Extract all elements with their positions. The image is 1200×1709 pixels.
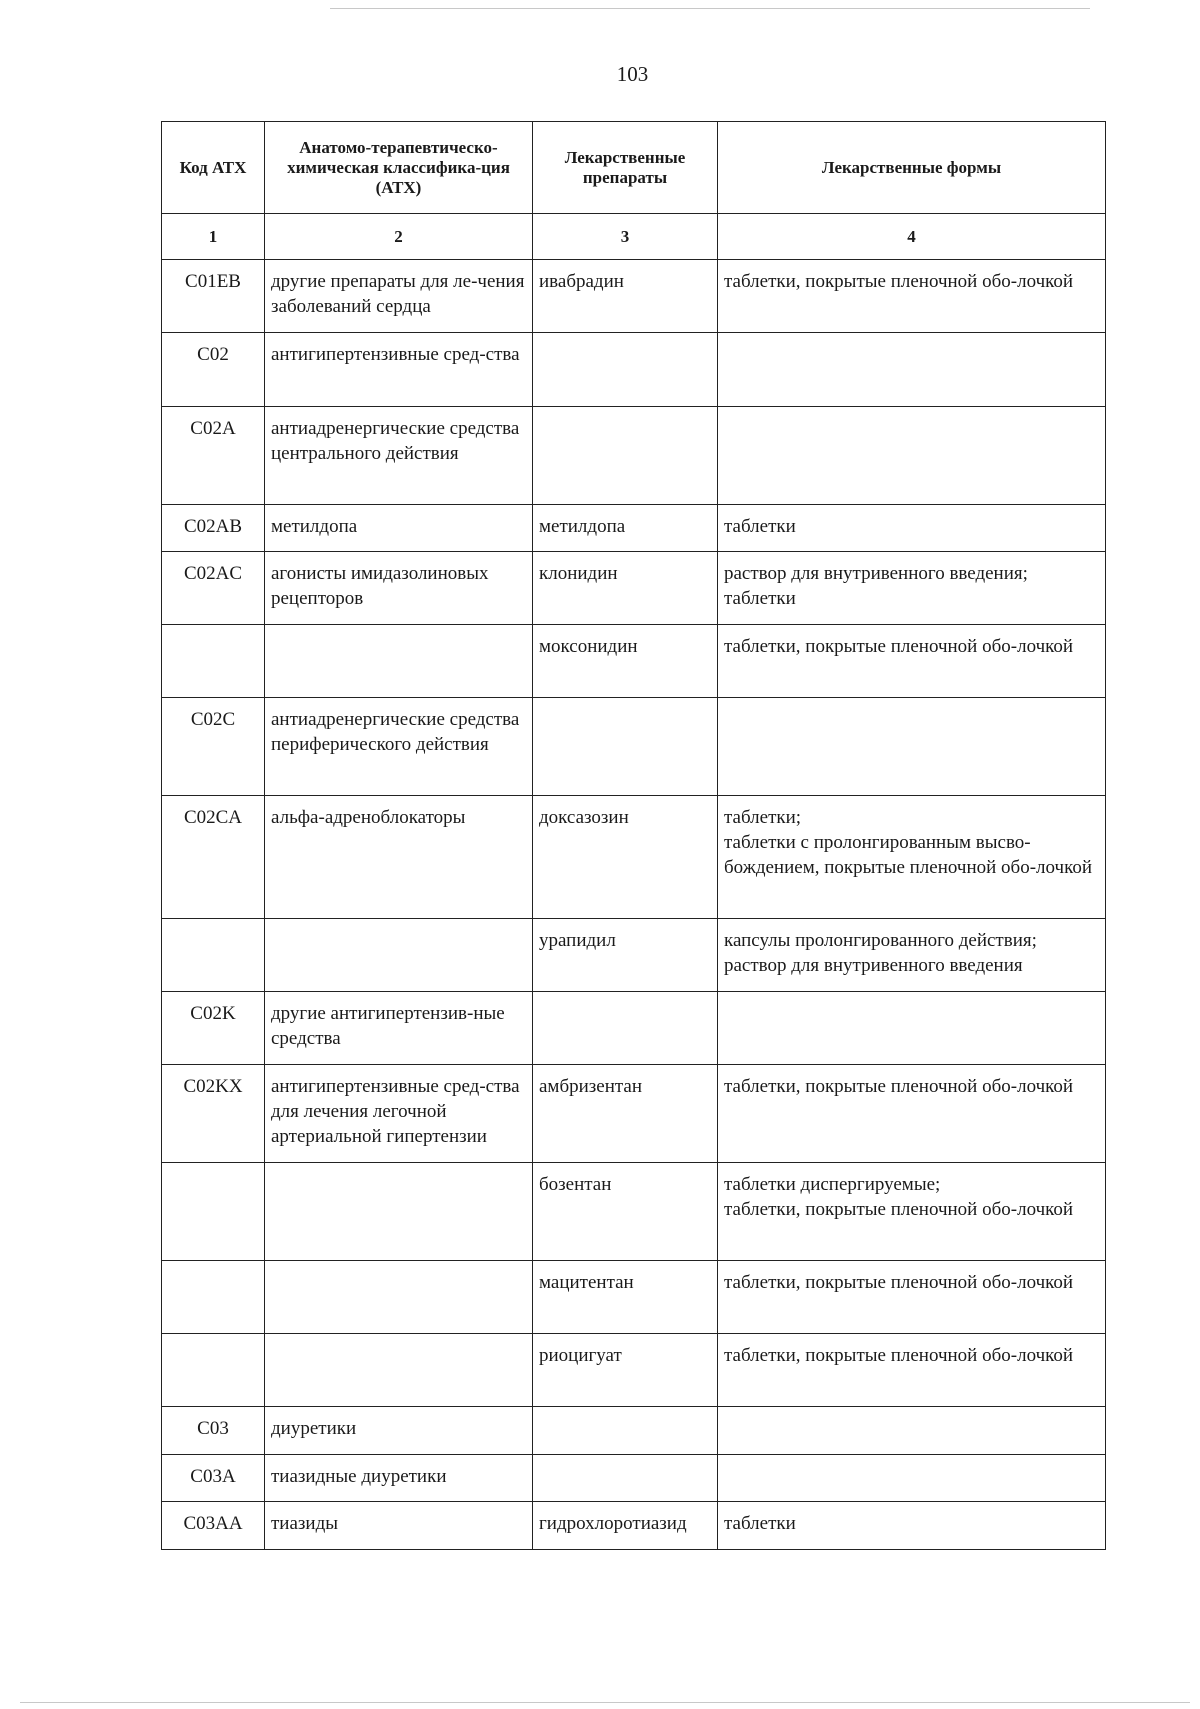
drug-name-cell: моксонидин: [533, 625, 718, 698]
table-row: [162, 992, 1106, 1065]
classification-cell: антиадренергические средства центрального действия: [265, 407, 533, 505]
table-row: [162, 625, 1106, 698]
dosage-forms-cell: [718, 919, 1106, 992]
dosage-forms-cell: [718, 1163, 1106, 1261]
header-classification: Анатомо-терапевтическо-химическая классифика-ция (АТХ): [265, 122, 533, 214]
dosage-form-line: таблетки, покрытые пленочной обо-лочкой: [724, 271, 1074, 292]
drug-name-cell: [533, 1407, 718, 1455]
dosage-form-line: таблетки, покрытые пленочной обо-лочкой: [724, 1345, 1074, 1366]
header-atc-code: Код АТХ: [162, 122, 265, 214]
drug-name-cell: [533, 1455, 718, 1502]
atc-code-cell: C02KX: [162, 1065, 265, 1163]
atc-code-cell: C02C: [162, 698, 265, 796]
table-row: [162, 1261, 1106, 1334]
table-row: [162, 1407, 1106, 1455]
classification-cell: [265, 625, 533, 698]
column-number: 2: [265, 214, 533, 260]
atc-code-cell: C03AA: [162, 1502, 265, 1550]
dosage-forms-cell: [718, 1502, 1106, 1550]
classification-cell: [265, 919, 533, 992]
dosage-forms-cell: [718, 407, 1106, 505]
header-row: [162, 122, 1106, 214]
dosage-form-line: таблетки: [724, 588, 796, 609]
atc-code-cell: C01EB: [162, 260, 265, 333]
table-row: [162, 919, 1106, 992]
dosage-form-line: капсулы пролонгированного действия;: [724, 930, 1037, 951]
classification-cell: [265, 1334, 533, 1407]
table-row: [162, 1334, 1106, 1407]
dosage-forms-cell: [718, 1455, 1106, 1502]
atc-code-cell: C02CA: [162, 796, 265, 919]
dosage-forms-cell: [718, 1334, 1106, 1407]
dosage-form-line: таблетки: [724, 516, 796, 537]
table-row: [162, 698, 1106, 796]
drug-name-cell: урапидил: [533, 919, 718, 992]
table-row: [162, 1502, 1106, 1550]
dosage-form-line: раствор для внутривенного введения;: [724, 563, 1028, 584]
table-row: [162, 1163, 1106, 1261]
atc-code-cell: C02: [162, 333, 265, 407]
classification-cell: агонисты имидазолиновых рецепторов: [265, 552, 533, 625]
header-drugs: Лекарственные препараты: [533, 122, 718, 214]
dosage-forms-cell: [718, 333, 1106, 407]
atc-code-cell: C02AC: [162, 552, 265, 625]
classification-cell: антигипертензивные сред-ства: [265, 333, 533, 407]
dosage-forms-cell: [718, 505, 1106, 552]
table-row: [162, 796, 1106, 919]
dosage-form-line: таблетки, покрытые пленочной обо-лочкой: [724, 636, 1074, 657]
drug-name-cell: метилдопа: [533, 505, 718, 552]
drug-name-cell: риоцигуат: [533, 1334, 718, 1407]
header-dosage-forms: Лекарственные формы: [718, 122, 1106, 214]
atc-code-cell: C03A: [162, 1455, 265, 1502]
drug-name-cell: доксазозин: [533, 796, 718, 919]
atc-code-cell: [162, 625, 265, 698]
column-number: 4: [718, 214, 1106, 260]
scan-edge-top: [330, 8, 1090, 9]
dosage-forms-cell: [718, 1407, 1106, 1455]
scan-edge-bottom: [20, 1702, 1190, 1703]
dosage-forms-cell: [718, 625, 1106, 698]
atc-table: [161, 121, 1106, 1550]
drug-name-cell: гидрохлоротиазид: [533, 1502, 718, 1550]
dosage-form-line: таблетки, покрытые пленочной обо-лочкой: [724, 1076, 1074, 1097]
column-number: 1: [162, 214, 265, 260]
classification-cell: метилдопа: [265, 505, 533, 552]
dosage-form-line: таблетки;: [724, 807, 802, 828]
table-row: [162, 552, 1106, 625]
classification-cell: [265, 1261, 533, 1334]
dosage-forms-cell: [718, 992, 1106, 1065]
dosage-forms-cell: [718, 698, 1106, 796]
drug-name-cell: [533, 333, 718, 407]
column-number-row: [162, 214, 1106, 260]
classification-cell: [265, 1163, 533, 1261]
drug-name-cell: бозентан: [533, 1163, 718, 1261]
atc-code-cell: C02AB: [162, 505, 265, 552]
dosage-forms-cell: [718, 1065, 1106, 1163]
atc-code-cell: C02A: [162, 407, 265, 505]
drug-name-cell: клонидин: [533, 552, 718, 625]
drug-name-cell: [533, 407, 718, 505]
atc-code-cell: [162, 1334, 265, 1407]
dosage-form-line: таблетки диспергируемые;: [724, 1174, 941, 1195]
dosage-form-line: таблетки, покрытые пленочной обо-лочкой: [724, 1199, 1074, 1220]
drug-name-cell: амбризентан: [533, 1065, 718, 1163]
atc-code-cell: [162, 1163, 265, 1261]
classification-cell: антигипертензивные сред-ства для лечения легочной артериальной гипертензии: [265, 1065, 533, 1163]
dosage-form-line: раствор для внутривенного введения: [724, 955, 1023, 976]
dosage-form-line: таблетки: [724, 1513, 796, 1534]
drug-name-cell: ивабрадин: [533, 260, 718, 333]
table-body: [162, 260, 1106, 1550]
atc-code-cell: C02K: [162, 992, 265, 1065]
column-number: 3: [533, 214, 718, 260]
classification-cell: другие препараты для ле-чения заболеваний сердца: [265, 260, 533, 333]
drug-name-cell: мацитентан: [533, 1261, 718, 1334]
table-row: [162, 333, 1106, 407]
table-row: [162, 1065, 1106, 1163]
table-row: [162, 407, 1106, 505]
atc-code-cell: [162, 1261, 265, 1334]
atc-code-cell: C03: [162, 1407, 265, 1455]
dosage-forms-cell: [718, 260, 1106, 333]
classification-cell: диуретики: [265, 1407, 533, 1455]
dosage-form-line: таблетки, покрытые пленочной обо-лочкой: [724, 1272, 1074, 1293]
classification-cell: тиазидные диуретики: [265, 1455, 533, 1502]
table-row: [162, 260, 1106, 333]
table-row: [162, 505, 1106, 552]
table-row: [162, 1455, 1106, 1502]
drug-name-cell: [533, 698, 718, 796]
drug-name-cell: [533, 992, 718, 1065]
dosage-forms-cell: [718, 552, 1106, 625]
atc-code-cell: [162, 919, 265, 992]
page-number: 103: [616, 62, 649, 86]
classification-cell: тиазиды: [265, 1502, 533, 1550]
dosage-forms-cell: [718, 1261, 1106, 1334]
dosage-forms-cell: [718, 796, 1106, 919]
classification-cell: другие антигипертензив-ные средства: [265, 992, 533, 1065]
classification-cell: альфа-адреноблокаторы: [265, 796, 533, 919]
classification-cell: антиадренергические средства периферического действия: [265, 698, 533, 796]
dosage-form-line: таблетки с пролонгированным высво-бождением, покрытые пленочной обо-лочкой: [724, 832, 1093, 878]
